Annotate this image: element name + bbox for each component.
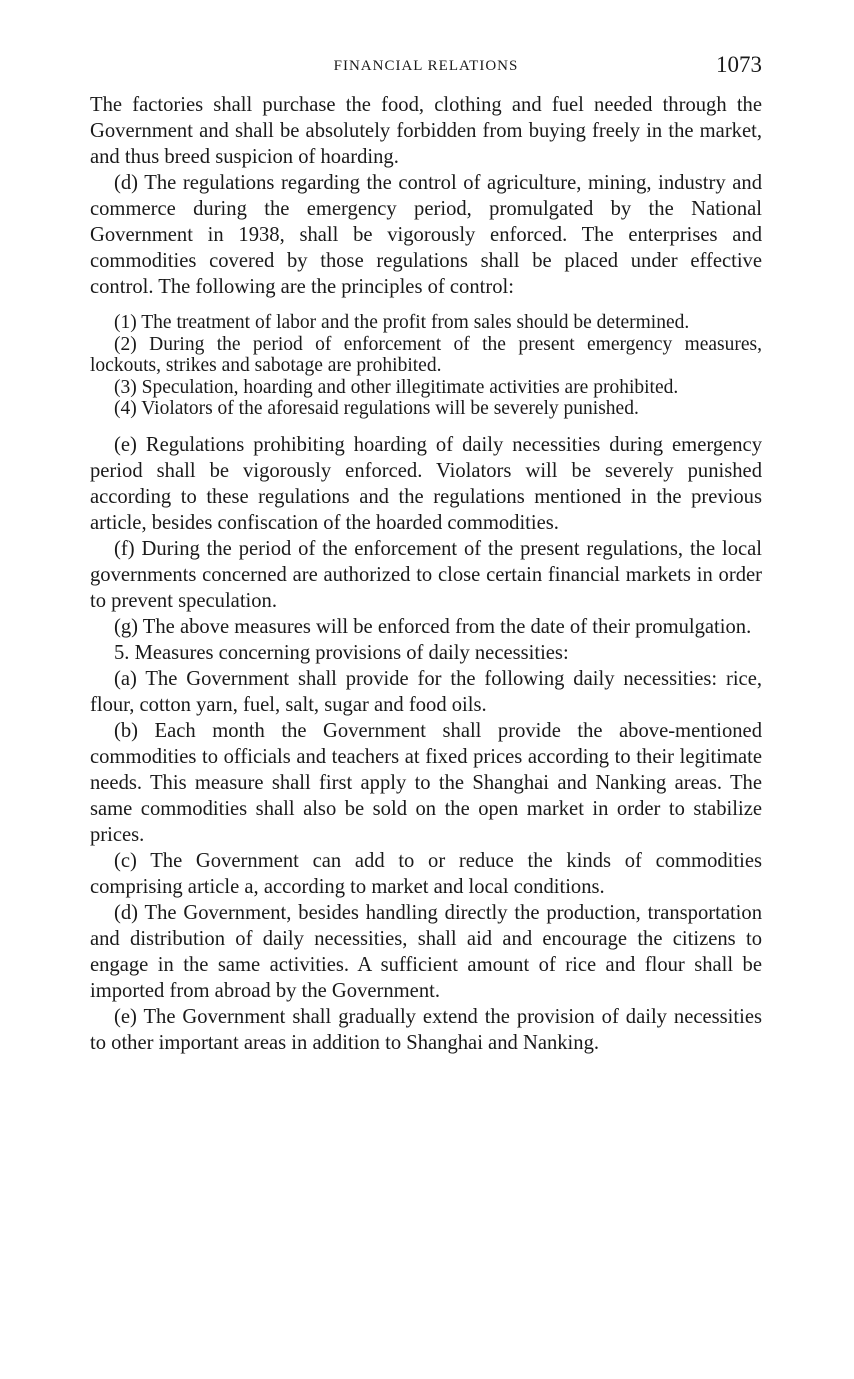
page-header bbox=[90, 50, 762, 84]
paragraph: (e) The Government shall gradually extend the provision of daily necessities to other important areas in addition to Shanghai and Nanking. bbox=[90, 1005, 762, 1054]
paragraph: (d) The regulations regarding the control of agriculture, mining, industry and commerce during the emergency period, promulgated by the National Government in 1938, shall be vigorously enforced. The enterprises and commodities covered by those regulations shall be placed under effective control. The following are the principles of control: bbox=[90, 172, 762, 298]
body-text-bottom bbox=[90, 432, 762, 1056]
list-item: (2) During the period of enforcement of the present emergency measures, lockouts, strikes and sabotage are prohibited. bbox=[90, 333, 762, 376]
control-principles-list bbox=[90, 312, 762, 420]
paragraph: The factories shall purchase the food, clothing and fuel needed through the Government and shall be absolutely forbidden from buying freely in the market, and thus breed suspicion of hoarding. bbox=[90, 94, 762, 168]
paragraph: (a) The Government shall provide for the following daily necessities: rice, flour, cotton yarn, fuel, salt, sugar and food oils. bbox=[90, 667, 762, 716]
body-text-top bbox=[90, 92, 762, 300]
paragraph: (g) The above measures will be enforced from the date of their promulgation. bbox=[114, 615, 752, 638]
paragraph: (d) The Government, besides handling directly the production, transportation and distribution of daily necessities, shall aid and encourage the citizens to engage in the same activities. A sufficient amount of rice and flour shall be imported from abroad by the Government. bbox=[90, 901, 762, 1002]
document-page bbox=[90, 50, 762, 1056]
list-item: (4) Violators of the aforesaid regulations will be severely punished. bbox=[114, 398, 639, 419]
paragraph: (e) Regulations prohibiting hoarding of daily necessities during emergency period shall be vigorously enforced. Violators will be severely punished according to these regulations and the regulations mentioned in the previous article, besides confiscation of the hoarded commodities. bbox=[90, 433, 762, 534]
paragraph: (b) Each month the Government shall provide the above-mentioned commodities to officials and teachers at fixed prices according to their legitimate needs. This measure shall first apply to the Shanghai and Nanking areas. The same commodities shall also be sold on the open market in order to stabilize prices. bbox=[90, 719, 762, 846]
running-head: FINANCIAL RELATIONS bbox=[333, 58, 519, 74]
paragraph: (f) During the period of the enforcement of the present regulations, the local governments concerned are authorized to close certain financial markets in order to prevent speculation. bbox=[90, 537, 762, 612]
list-item: (1) The treatment of labor and the profit from sales should be determined. bbox=[114, 312, 690, 333]
page-number: 1073 bbox=[716, 52, 762, 77]
list-item: (3) Speculation, hoarding and other illegitimate activities are prohibited. bbox=[114, 376, 679, 398]
paragraph: (c) The Government can add to or reduce the kinds of commodities comprising article a, according to market and local conditions. bbox=[90, 849, 762, 898]
section-heading: 5. Measures concerning provisions of daily necessities: bbox=[114, 641, 569, 664]
